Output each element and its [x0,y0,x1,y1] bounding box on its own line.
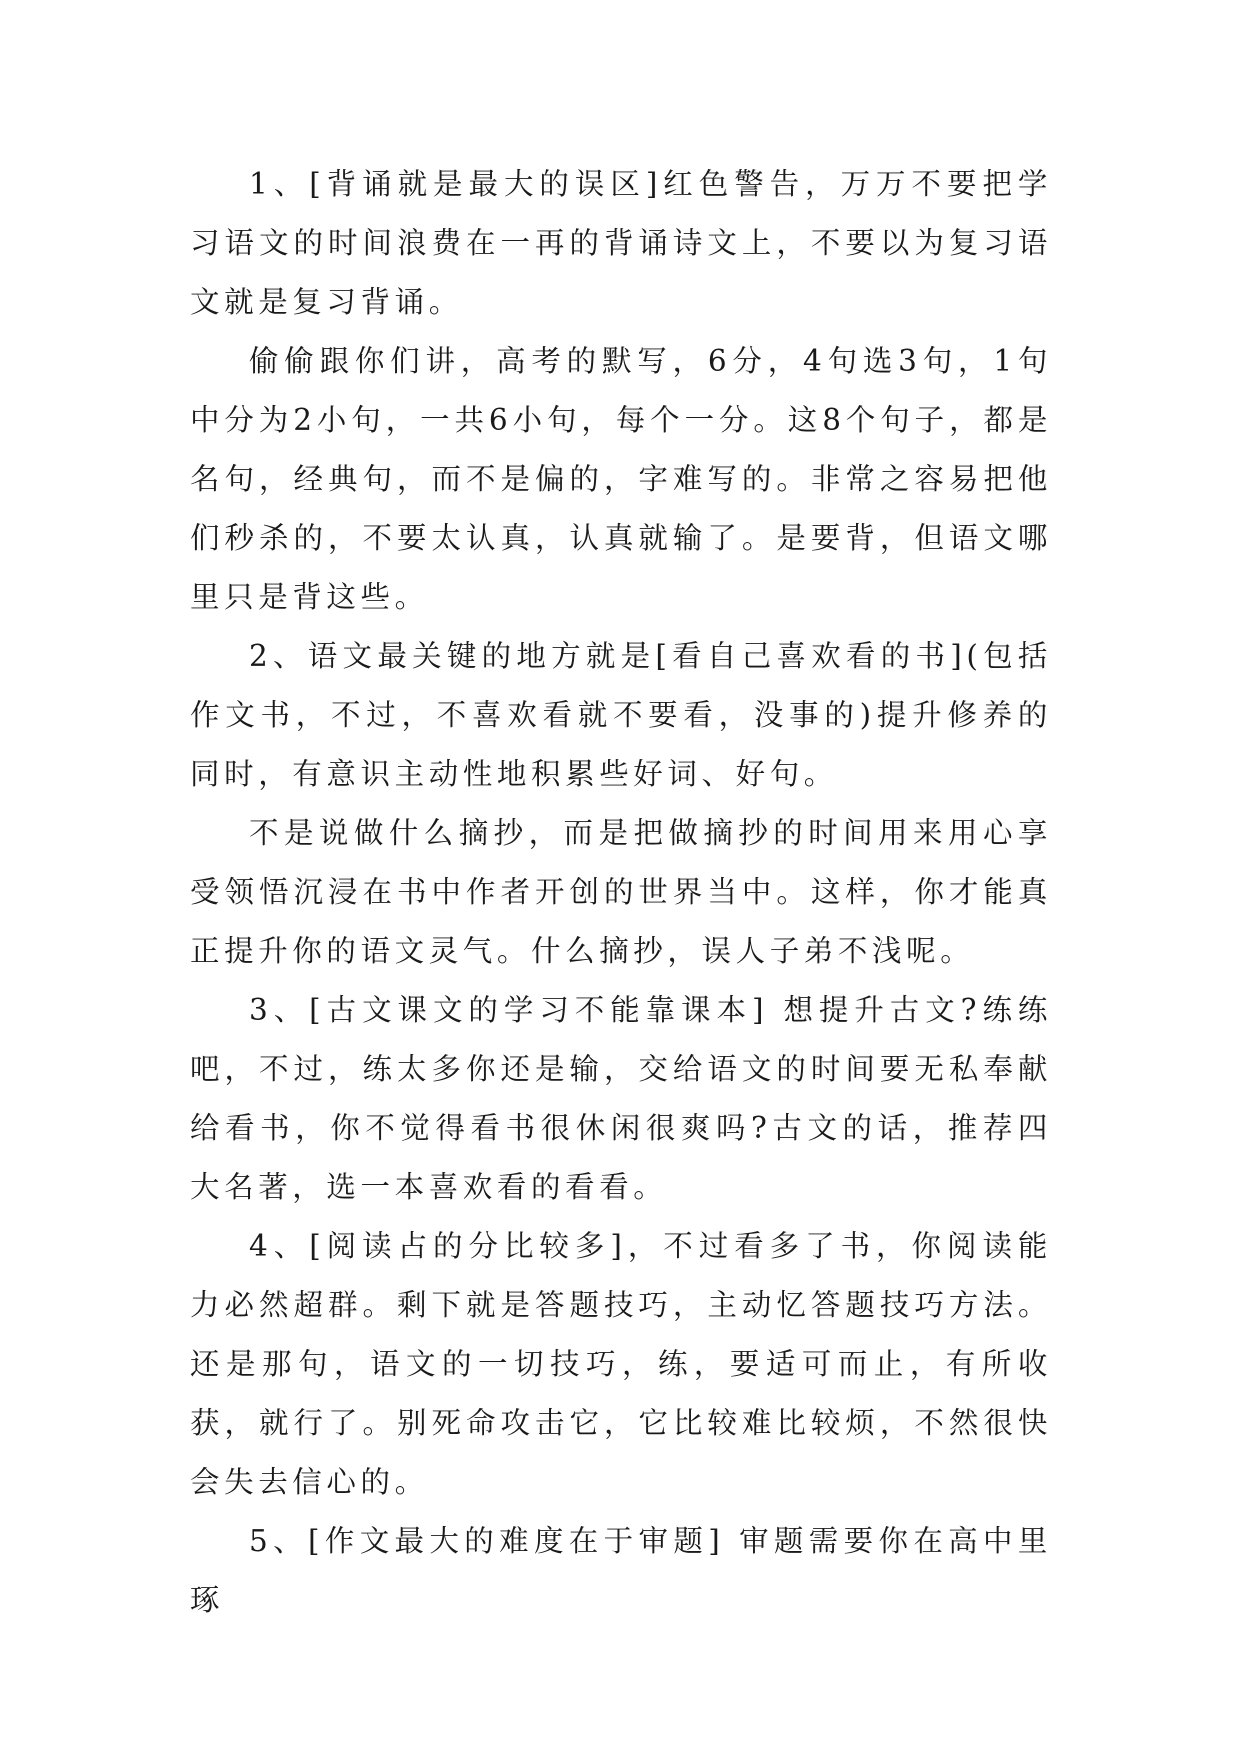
paragraph-3: 2、语文最关键的地方就是[看自己喜欢看的书](包括作文书，不过，不喜欢看就不要看，没事的)提升修养的同时，有意识主动性地积累些好词、好句。 [190,639,1052,791]
paragraph-7: 5、[作文最大的难度在于审题] 审题需要你在高中里琢 [190,1524,1052,1617]
paragraph-6: 4、[阅读占的分比较多]，不过看多了书，你阅读能力必然超群。剩下就是答题技巧，主动忆答题技巧方法。还是那句，语文的一切技巧，练，要适可而止，有所收获，就行了。别死命攻击它，它比较难比较烦，不然很快会失去信心的。 [190,1229,1052,1499]
paragraph-5: 3、[古文课文的学习不能靠课本] 想提升古文?练练吧，不过，练太多你还是输，交给语文的时间要无私奉献给看书，你不觉得看书很休闲很爽吗?古文的话，推荐四大名著，选一本喜欢看的看看。 [190,993,1052,1204]
document-body [190,155,1052,1630]
paragraph-4: 不是说做什么摘抄，而是把做摘抄的时间用来用心享受领悟沉浸在书中作者开创的世界当中。这样，你才能真正提升你的语文灵气。什么摘抄，误人子弟不浅呢。 [190,816,1052,968]
paragraph-1: 1、[背诵就是最大的误区]红色警告，万万不要把学习语文的时间浪费在一再的背诵诗文上，不要以为复习语文就是复习背诵。 [190,167,1052,319]
paragraph-2: 偷偷跟你们讲，高考的默写，6分，4句选3句，1句中分为2小句，一共6小句，每个一分。这8个句子，都是名句，经典句，而不是偏的，字难写的。非常之容易把他们秒杀的，不要太认真，认真就输了。是要背，但语文哪里只是背这些。 [190,344,1052,614]
